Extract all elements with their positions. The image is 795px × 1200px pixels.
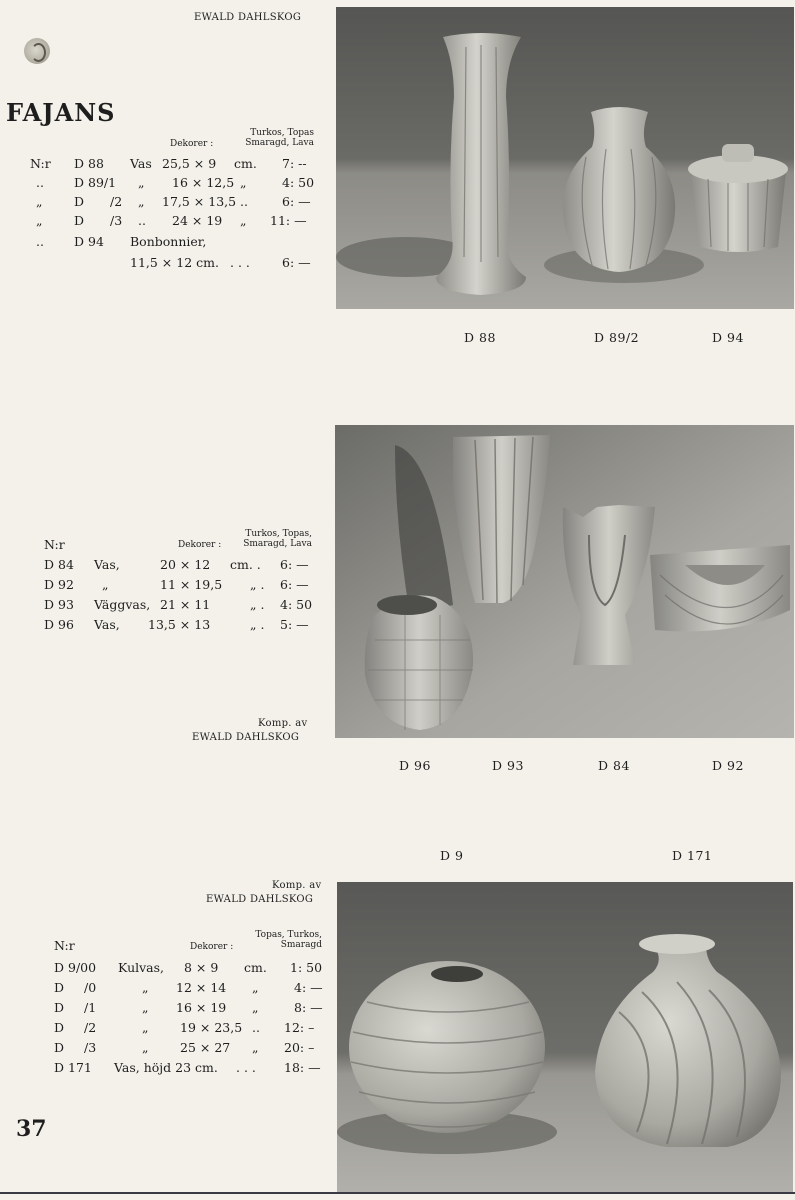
section2-komp-label: Komp. av (258, 718, 308, 729)
section3-komp-label: Komp. av (272, 880, 322, 891)
row-desc: „ (138, 194, 145, 209)
row-nr: .. (36, 234, 44, 249)
row-price: 12: – (284, 1020, 315, 1035)
row-dims: 8 × 9 (184, 960, 219, 975)
row-price: 18: — (284, 1060, 321, 1075)
row-code: D 93 (44, 597, 74, 612)
dekor-value: Smaragd, Lava (243, 539, 312, 549)
page-number: 37 (16, 1116, 47, 1142)
bottom-rule (0, 1192, 795, 1194)
row-desc: .. (138, 213, 146, 228)
section1-dekor-label: Dekorer : (170, 139, 214, 149)
section2-dekor-label: Dekorer : (178, 540, 222, 550)
punch-hole-icon (24, 38, 50, 64)
row-dims: 19 × 23,5 (180, 1020, 243, 1035)
row-price: 4: 50 (280, 597, 313, 612)
photo-caption: D 171 (672, 848, 713, 863)
row-num: /2 (84, 1020, 97, 1035)
row-desc: „ (138, 175, 145, 190)
row-unit: „ (240, 213, 247, 228)
section3-designer: EWALD DAHLSKOG (206, 894, 314, 905)
row-dims: 17,5 × 13,5 (162, 194, 237, 209)
section3-dekor-values (236, 930, 322, 950)
section3-dekor-label: Dekorer : (190, 942, 234, 952)
row-unit: „ . (250, 577, 265, 592)
row-unit: cm. . (230, 557, 261, 572)
photo-caption: D 84 (598, 758, 630, 773)
page-title: FAJANS (6, 98, 116, 127)
row-num: /0 (84, 980, 97, 995)
row-code: D 9/00 (54, 960, 97, 975)
product-photo-d9-d171 (337, 882, 793, 1192)
row-price: 5: — (280, 617, 309, 632)
row-unit: .. (240, 194, 248, 209)
row-unit: . . . (236, 1060, 256, 1075)
row-unit: .. (252, 1020, 260, 1035)
dekor-value: Turkos, Topas, (245, 529, 312, 539)
row-unit: cm. (244, 960, 267, 975)
row-nr: „ (36, 194, 43, 209)
row-code: D 88 (74, 156, 104, 171)
row-code: D 171 (54, 1060, 92, 1075)
dekor-value: Topas, Turkos, (255, 930, 322, 940)
row-price: 6: — (282, 194, 311, 209)
row-code: D 96 (44, 617, 74, 632)
row-price: 6: — (280, 577, 309, 592)
row-desc: „ (102, 577, 109, 592)
row-desc: Väggvas, (94, 597, 151, 612)
section2-dekor-values (234, 529, 312, 549)
row-desc: „ (142, 1040, 149, 1055)
row-price: 4: — (294, 980, 323, 995)
photo-caption: D 93 (492, 758, 524, 773)
photo-caption: D 9 (440, 848, 464, 863)
row-price: 11: — (270, 213, 307, 228)
row-price: 1: 50 (290, 960, 323, 975)
row-desc: Kulvas, (118, 960, 165, 975)
row-unit: „ (240, 175, 247, 190)
product-photo-d84-d92-d93-d96 (335, 425, 794, 738)
row-unit: „ (252, 1000, 259, 1015)
row-dots: . . . (230, 255, 250, 270)
row-num: /1 (84, 1000, 97, 1015)
row-unit: „ . (250, 597, 265, 612)
row-num: /3 (84, 1040, 97, 1055)
row-desc: Vas, höjd 23 cm. (114, 1060, 218, 1075)
product-photo-d88-d89-d94 (336, 7, 794, 309)
photo-caption: D 94 (712, 330, 744, 345)
row-unit: cm. (234, 156, 257, 171)
row-desc: Bonbonnier, (130, 234, 207, 249)
row-code: D (54, 1040, 65, 1055)
row-desc: „ (142, 1020, 149, 1035)
row-desc: „ (142, 980, 149, 995)
row-nr: .. (36, 175, 44, 190)
row-unit: „ (252, 980, 259, 995)
row-unit: „ (252, 1040, 259, 1055)
row-dims: 25 × 27 (180, 1040, 231, 1055)
row-dims: 20 × 12 (160, 557, 211, 572)
row-dims: 11,5 × 12 cm. (130, 255, 219, 270)
photo-caption: D 92 (712, 758, 744, 773)
row-price: 20: – (284, 1040, 315, 1055)
row-nr: N:r (30, 156, 51, 171)
row-unit: „ . (250, 617, 265, 632)
row-dims: 16 × 12,5 (172, 175, 235, 190)
photo-caption: D 88 (464, 330, 496, 345)
designer-credit-top: EWALD DAHLSKOG (194, 12, 302, 23)
dekor-value: Turkos, Topas (250, 128, 314, 138)
row-desc: Vas, (94, 557, 120, 572)
row-num: /3 (110, 213, 123, 228)
row-num: /2 (110, 194, 123, 209)
section3-nr-label: N:r (54, 938, 75, 953)
row-dims: 24 × 19 (172, 213, 223, 228)
row-desc: Vas (130, 156, 152, 171)
row-dims: 12 × 14 (176, 980, 227, 995)
row-code: D 92 (44, 577, 74, 592)
row-code: D 94 (74, 234, 104, 249)
dekor-value: Smaragd (280, 940, 322, 950)
row-code: D (54, 980, 65, 995)
photo-caption: D 89/2 (594, 330, 640, 345)
row-price: 7: -- (282, 156, 307, 171)
row-desc: Vas, (94, 617, 120, 632)
photo-caption: D 96 (399, 758, 431, 773)
row-code: D (54, 1020, 65, 1035)
row-desc: „ (142, 1000, 149, 1015)
row-price: 6: — (280, 557, 309, 572)
row-dims: 11 × 19,5 (160, 577, 223, 592)
row-dims: 21 × 11 (160, 597, 211, 612)
row-price: 8: — (294, 1000, 323, 1015)
row-dims: 25,5 × 9 (162, 156, 217, 171)
row-code: D (74, 194, 85, 209)
row-code: D (54, 1000, 65, 1015)
row-dims: 16 × 19 (176, 1000, 227, 1015)
row-code: D (74, 213, 85, 228)
row-price: 6: — (282, 255, 311, 270)
section2-nr-label: N:r (44, 537, 65, 552)
section1-dekor-values (236, 128, 314, 148)
row-code: D 89/1 (74, 175, 117, 190)
row-nr: „ (36, 213, 43, 228)
row-price: 4: 50 (282, 175, 315, 190)
row-dims: 13,5 × 13 (148, 617, 211, 632)
dekor-value: Smaragd, Lava (245, 138, 314, 148)
section2-designer: EWALD DAHLSKOG (192, 732, 300, 743)
row-code: D 84 (44, 557, 74, 572)
